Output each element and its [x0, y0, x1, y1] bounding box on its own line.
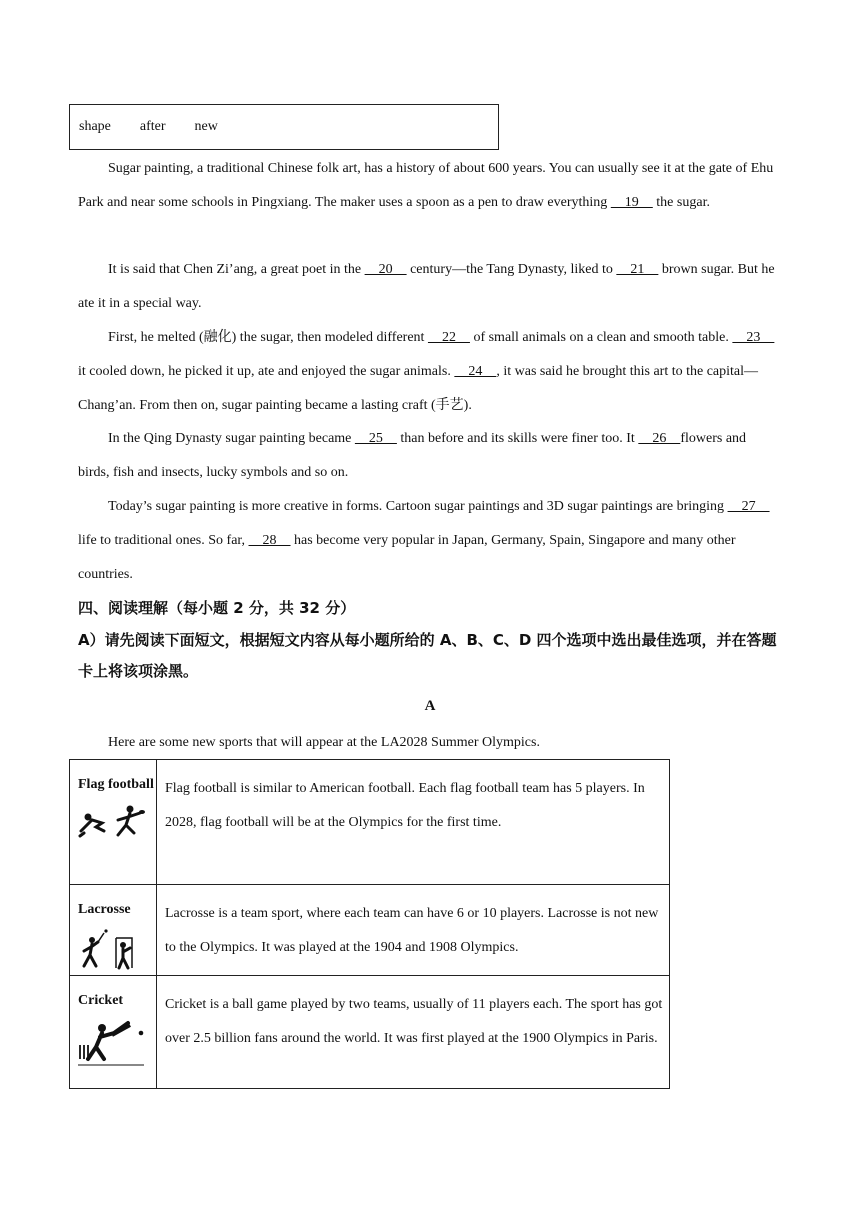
paragraph-text: Sugar painting, a traditional Chinese folk art, has a history of about 600 years. You can usually see it at the gate of Ehu Park and near some schools in Pingxiang. The maker uses a spoon as a pen to draw everything [78, 161, 774, 210]
sport-description: Cricket is a ball game played by two teams, usually of 11 players each. The sport has got over 2.5 billion fans around the world. It was first played at the 1900 Olympics in Paris. [157, 976, 670, 1089]
sport-name-cell [70, 976, 157, 1089]
lacrosse-players-icon [78, 928, 150, 970]
blank-23: 23 [732, 330, 775, 345]
passage-paragraph-4 [78, 422, 778, 490]
passage-paragraph-5 [78, 490, 778, 592]
blank-24: 24 [454, 364, 497, 379]
sport-name-cell [70, 885, 157, 976]
table-row [70, 976, 670, 1089]
passage-paragraph-2 [78, 253, 778, 321]
section-instruction: A）请先阅读下面短文，根据短文内容从每小题所给的 A、B、C、D 四个选项中选出最佳选项，并在答题卡上将该项涂黑。 [78, 631, 777, 680]
cricket-batsman-icon [78, 1019, 150, 1067]
paragraph-text: has become very popular in Japan, Germany, Spain, Singapore and many other countries. [78, 533, 736, 582]
word-bank-item: new [194, 119, 218, 134]
blank-20: 20 [364, 262, 407, 277]
blank-26: 26 [638, 431, 681, 446]
word-bank-item: after [139, 119, 166, 134]
table-row [70, 760, 670, 885]
blank-27: 27 [727, 499, 770, 514]
paragraph-text: the sugar. [652, 195, 710, 210]
sports-table [69, 759, 670, 1089]
paragraph-text: , it was said he brought this art to the capital—Chang’an. From then on, sugar painting became a lasting craft (手艺). [78, 364, 759, 413]
paragraph-text: It is said that Chen Zi’ang, a great poet in the [108, 262, 365, 277]
sport-description: Lacrosse is a team sport, where each team can have 6 or 10 players. Lacrosse is not new to the Olympics. It was played at the 1904 and 1908 Olympics. [157, 885, 670, 976]
paragraph-text: century—the Tang Dynasty, liked to [406, 262, 617, 277]
blank-21: 21 [616, 262, 659, 277]
sport-name: Cricket [78, 993, 124, 1008]
sport-description: Flag football is similar to American football. Each flag football team has 5 players. In 2028, flag football will be at the Olympics for the first time. [157, 760, 670, 885]
paragraph-text: First, he melted (融化) the sugar, then modeled different [108, 330, 428, 345]
paragraph-text: Today’s sugar painting is more creative in forms. Cartoon sugar paintings and 3D sugar paintings are bringing [108, 499, 728, 514]
paragraph-text: it cooled down, he picked it up, ate and enjoyed the sugar animals. [78, 364, 455, 379]
blank-25: 25 [354, 431, 397, 446]
paragraph-text: of small animals on a clean and smooth table. [469, 330, 733, 345]
flag-football-players-icon [78, 803, 150, 839]
table-row [70, 885, 670, 976]
passage-paragraph-1 [78, 152, 778, 220]
paragraph-text: In the Qing Dynasty sugar painting became [108, 431, 355, 446]
passage-intro: Here are some new sports that will appear at the LA2028 Summer Olympics. [108, 735, 540, 750]
sport-name: Lacrosse [78, 902, 131, 917]
blank-28: 28 [248, 533, 291, 548]
passage-label: A [424, 698, 436, 714]
paragraph-text: flowers and birds, fish and insects, lucky symbols and so on. [78, 431, 747, 480]
word-bank-box [69, 104, 499, 150]
paragraph-text: life to traditional ones. So far, [78, 533, 249, 548]
paragraph-text: brown sugar. But he ate it in a special way. [78, 262, 775, 311]
blank-22: 22 [427, 330, 470, 345]
passage-paragraph-3 [78, 321, 778, 423]
sport-name-cell [70, 760, 157, 885]
paragraph-text: than before and its skills were finer too. It [396, 431, 639, 446]
sport-name: Flag football [78, 777, 154, 792]
blank-19: 19 [610, 195, 653, 210]
section-title: 四、阅读理解（每小题 2 分，共 32 分） [78, 599, 356, 617]
word-bank-item: shape [79, 119, 111, 134]
